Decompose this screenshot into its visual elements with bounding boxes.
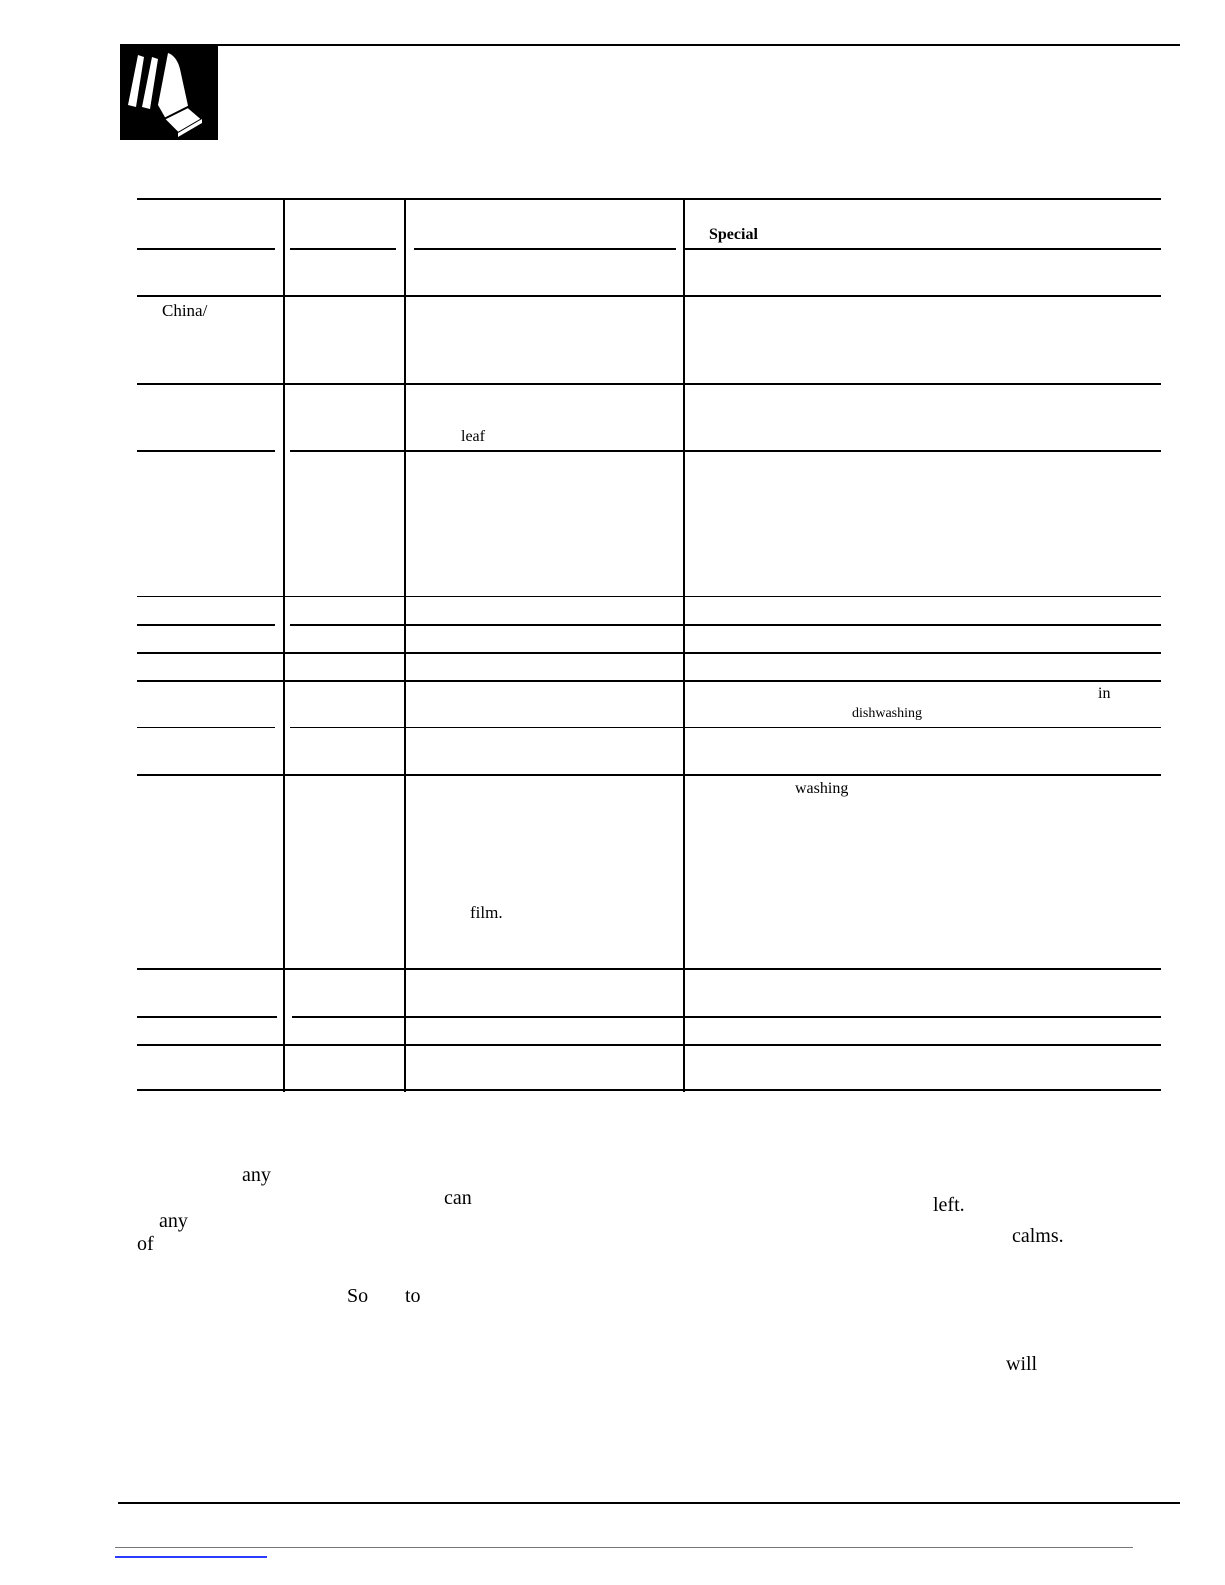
link-underline[interactable] [115, 1556, 267, 1558]
header-underline-col3 [414, 248, 676, 250]
header-underline-col2 [290, 248, 396, 250]
row-rule [137, 383, 1161, 385]
row-rule [137, 450, 275, 452]
row-rule [137, 624, 275, 626]
row-rule [137, 1044, 1161, 1046]
column-divider-2 [404, 199, 406, 1092]
row-rule [290, 727, 1161, 728]
row-rule [137, 652, 1161, 654]
row-rule [137, 968, 1161, 970]
table-top-rule [137, 198, 1161, 200]
footer-thin-rule [115, 1547, 1133, 1548]
row-rule [292, 1016, 1161, 1018]
row-rule [137, 774, 1161, 776]
row-label-china: China/ [162, 301, 208, 320]
hand-pressing-button-icon [120, 45, 218, 140]
word-left: left. [933, 1194, 965, 1216]
word-any: any [159, 1210, 188, 1232]
row-rule [137, 295, 1161, 297]
row-rule [290, 624, 1161, 626]
column-divider-1 [283, 199, 285, 1092]
row-rule [137, 1016, 277, 1018]
word-will: will [1006, 1353, 1038, 1375]
column-divider-3 [683, 199, 685, 1092]
word-to: to [405, 1285, 421, 1307]
word-of: of [137, 1233, 154, 1255]
header-underline-col4 [683, 248, 1161, 250]
cell-fragment-washing: washing [795, 780, 849, 797]
cell-fragment-in: in [1098, 685, 1111, 702]
table-bottom-rule [137, 1089, 1161, 1091]
cell-fragment-film: film. [470, 903, 503, 922]
header-rule [120, 44, 1180, 46]
header-underline-col1 [137, 248, 275, 250]
row-rule [290, 450, 1161, 452]
word-can: can [444, 1187, 472, 1209]
word-calms: calms. [1012, 1225, 1064, 1247]
cell-fragment-dishwashing: dishwashing [852, 706, 922, 721]
cell-fragment-leaf: leaf [461, 428, 485, 445]
row-rule [137, 680, 1161, 682]
footer-rule [118, 1502, 1180, 1504]
row-rule [137, 727, 275, 728]
word-so: So [347, 1285, 369, 1307]
table-header-label: Special [709, 226, 758, 243]
word-any: any [242, 1164, 271, 1186]
row-rule [137, 596, 1161, 597]
